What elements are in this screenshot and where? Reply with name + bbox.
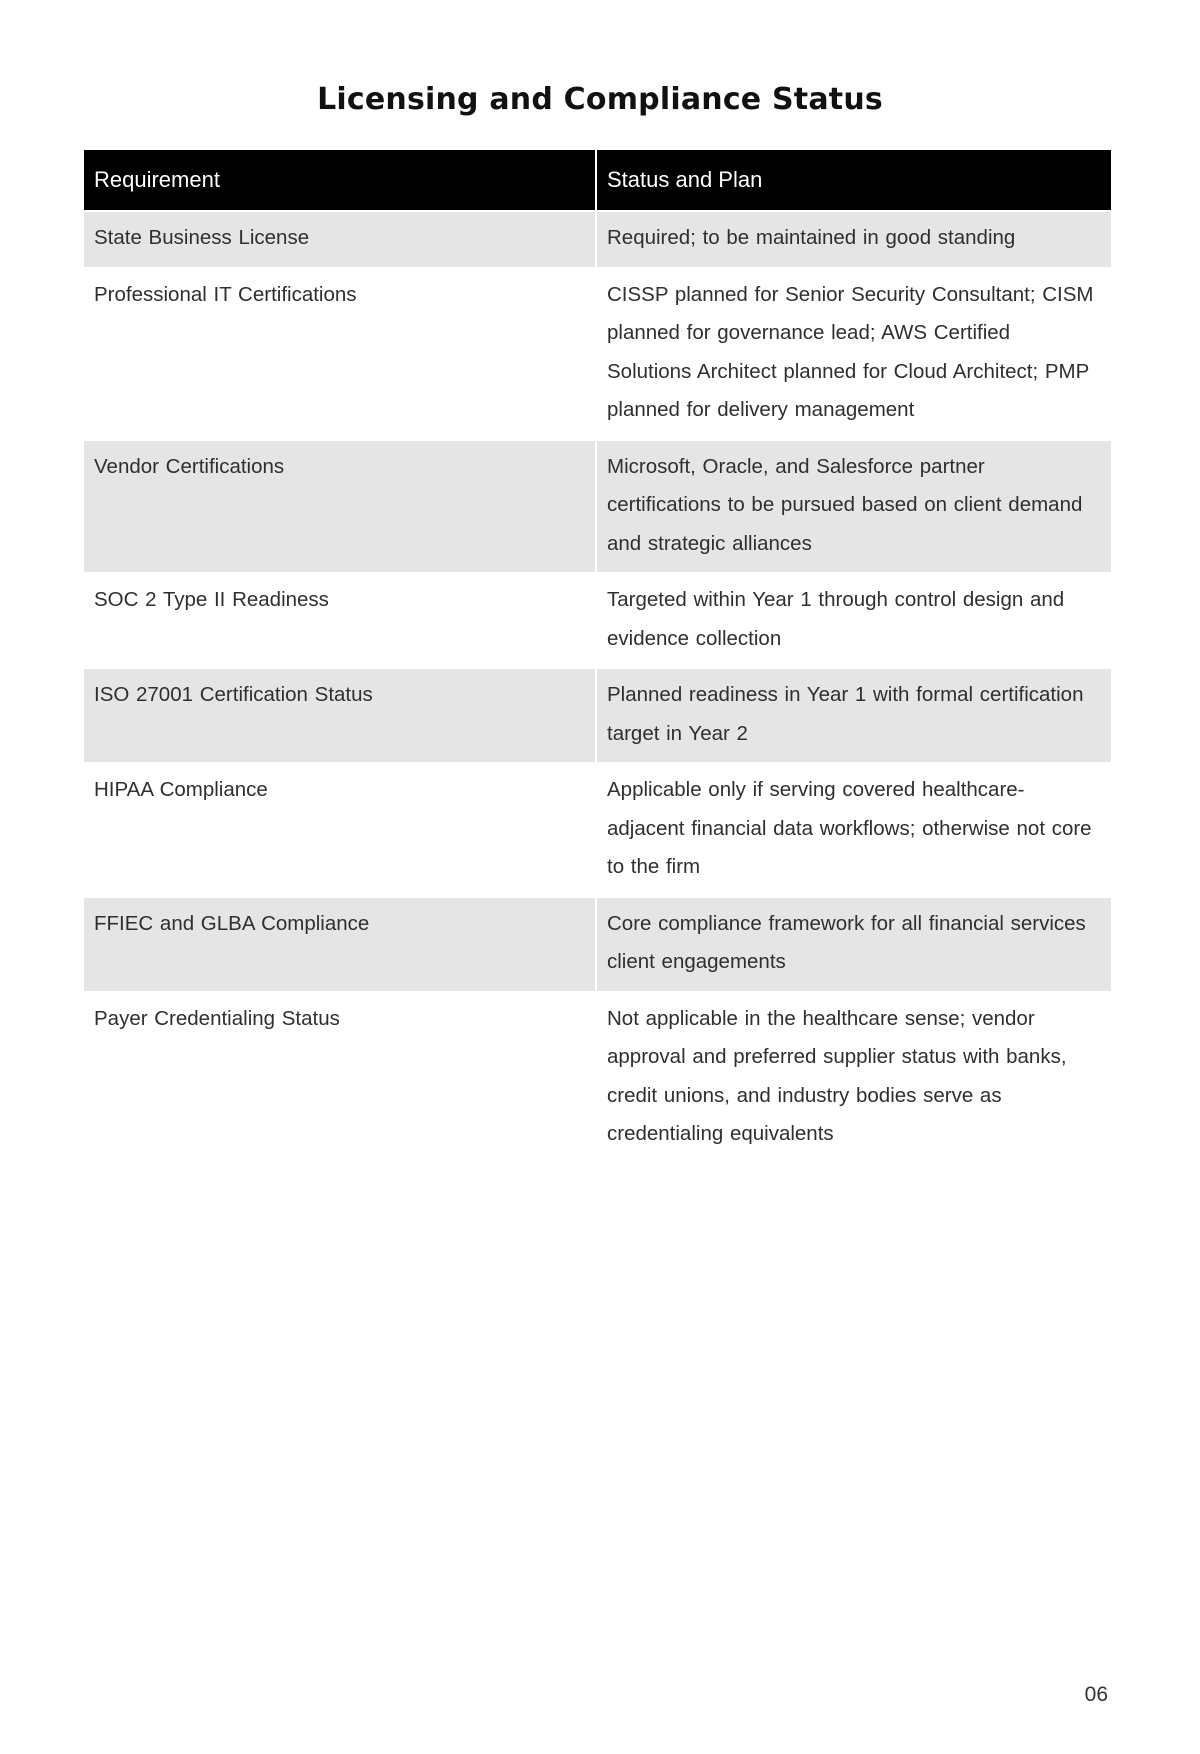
status-cell: Targeted within Year 1 through control design and evidence collection [596, 573, 1111, 668]
table-row [84, 440, 1111, 574]
status-cell: Planned readiness in Year 1 with formal certification target in Year 2 [596, 668, 1111, 763]
status-cell: Core compliance framework for all financial services client engagements [596, 897, 1111, 992]
table-row [84, 992, 1111, 1163]
status-cell: CISSP planned for Senior Security Consultant; CISM planned for governance lead; AWS Certified Solutions Architect planned for Cloud Architect; PMP planned for delivery management [596, 268, 1111, 440]
table-header-row [84, 150, 1111, 211]
requirement-cell: HIPAA Compliance [84, 763, 596, 897]
table-row [84, 211, 1111, 268]
column-header-requirement: Requirement [84, 150, 596, 211]
status-cell: Microsoft, Oracle, and Salesforce partner certifications to be pursued based on client demand and strategic alliances [596, 440, 1111, 574]
requirement-cell: ISO 27001 Certification Status [84, 668, 596, 763]
requirement-cell: Vendor Certifications [84, 440, 596, 574]
table-row [84, 573, 1111, 668]
status-cell: Not applicable in the healthcare sense; vendor approval and preferred supplier status with banks, credit unions, and industry bodies serve as credentialing equivalents [596, 992, 1111, 1163]
requirement-cell: Professional IT Certifications [84, 268, 596, 440]
column-header-status: Status and Plan [596, 150, 1111, 211]
requirement-cell: State Business License [84, 211, 596, 268]
page-number: 06 [1084, 1683, 1108, 1706]
compliance-table [84, 150, 1111, 1163]
table-row [84, 668, 1111, 763]
requirement-cell: SOC 2 Type II Readiness [84, 573, 596, 668]
table-row [84, 897, 1111, 992]
table-row [84, 268, 1111, 440]
requirement-cell: FFIEC and GLBA Compliance [84, 897, 596, 992]
status-cell: Required; to be maintained in good standing [596, 211, 1111, 268]
status-cell: Applicable only if serving covered healthcare-adjacent financial data workflows; otherwise not core to the firm [596, 763, 1111, 897]
requirement-cell: Payer Credentialing Status [84, 992, 596, 1163]
page-title: Licensing and Compliance Status [317, 82, 883, 117]
table-row [84, 763, 1111, 897]
